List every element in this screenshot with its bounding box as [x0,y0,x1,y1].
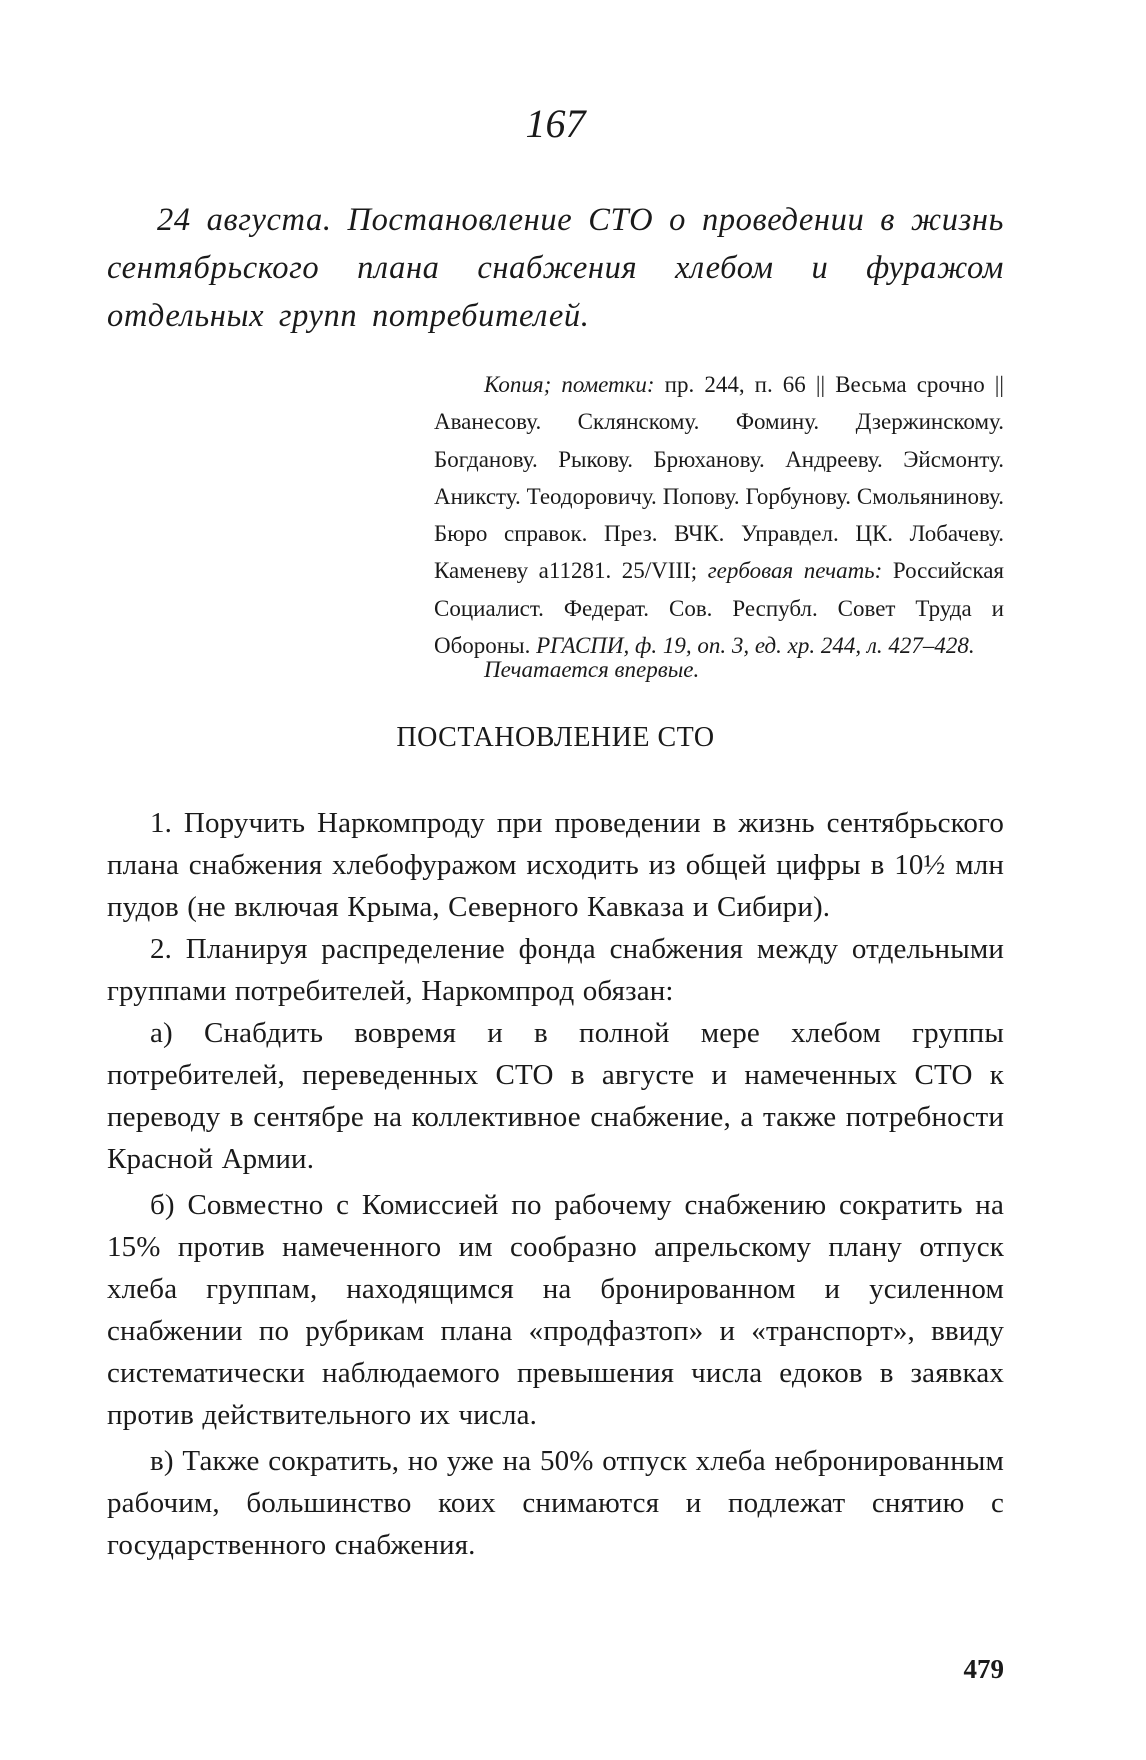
paragraph-2c: в) Также сократить, но уже на 50% отпуск хлеба небронированным рабочим, большинство коих снимаются и подлежат снятию с государственного снабжения. [107,1445,1004,1561]
publication-note: Печатается впервые. [484,657,700,682]
paragraph-2: 2. Планируя распределение фонда снабжения между отдельными группами потребителей, Наркомпрод обязан: [107,933,1004,1007]
document-number: 167 [525,101,586,146]
page-number: 479 [963,1654,1004,1684]
section-title: ПОСТАНОВЛЕНИЕ СТО [396,722,715,753]
meta-text-recipients: пр. 244, п. 66 || Весьма срочно || Аванесову. Склянскому. Фомину. Дзержинскому. Богданову. Рыкову. Брюханову. Андрееву. Эйсмонту. Аниксту. Теодоровичу. Попову. Горбунову. Смольянинову. Бюро справок. През. ВЧК. Управдел. ЦК. Лобачеву. Каменеву а11281. 25/VIII; [434,372,1005,584]
resolution-body [107,802,1004,1566]
archival-notes [434,366,1004,664]
label-copy: Копия; пометки: [484,372,655,397]
book-page [107,0,1004,1760]
meta-text-seal: Российская Социалист. Федерат. Сов. Республ. Совет Труда и Обороны. [434,558,1004,659]
paragraph-1: 1. Поручить Наркомпроду при проведении в жизнь сентябрьского плана снабжения хлебофуражом исходить из общей цифры в 10½ млн пудов (не включая Крыма, Северного Кавказа и Сибири). [107,807,1004,923]
document-heading: 24 августа. Постановление СТО о проведении в жизнь сентябрьского плана снабжения хлебом и фуражом отдельных групп потребителей. [107,202,1004,334]
paragraph-2a: а) Снабдить вовремя и в полной мере хлебом группы потребителей, переведенных СТО в августе и намеченных СТО к переводу в сентябре на коллективное снабжение, а также потребности Красной Армии. [107,1017,1004,1175]
paragraph-2b: б) Совместно с Комиссией по рабочему снабжению сократить на 15% против намеченного им сообразно апрельскому плану отпуск хлеба группам, находящимся на бронированном и усиленном снабжении по рубрикам плана «продфазтоп» и «транспорт», ввиду систематически наблюдаемого превышения числа едоков в заявках против действительного их числа. [107,1189,1004,1431]
archive-reference: РГАСПИ, ф. 19, оп. 3, ед. хр. 244, л. 427–428. [536,633,975,659]
label-seal: гербовая печать: [707,558,883,584]
